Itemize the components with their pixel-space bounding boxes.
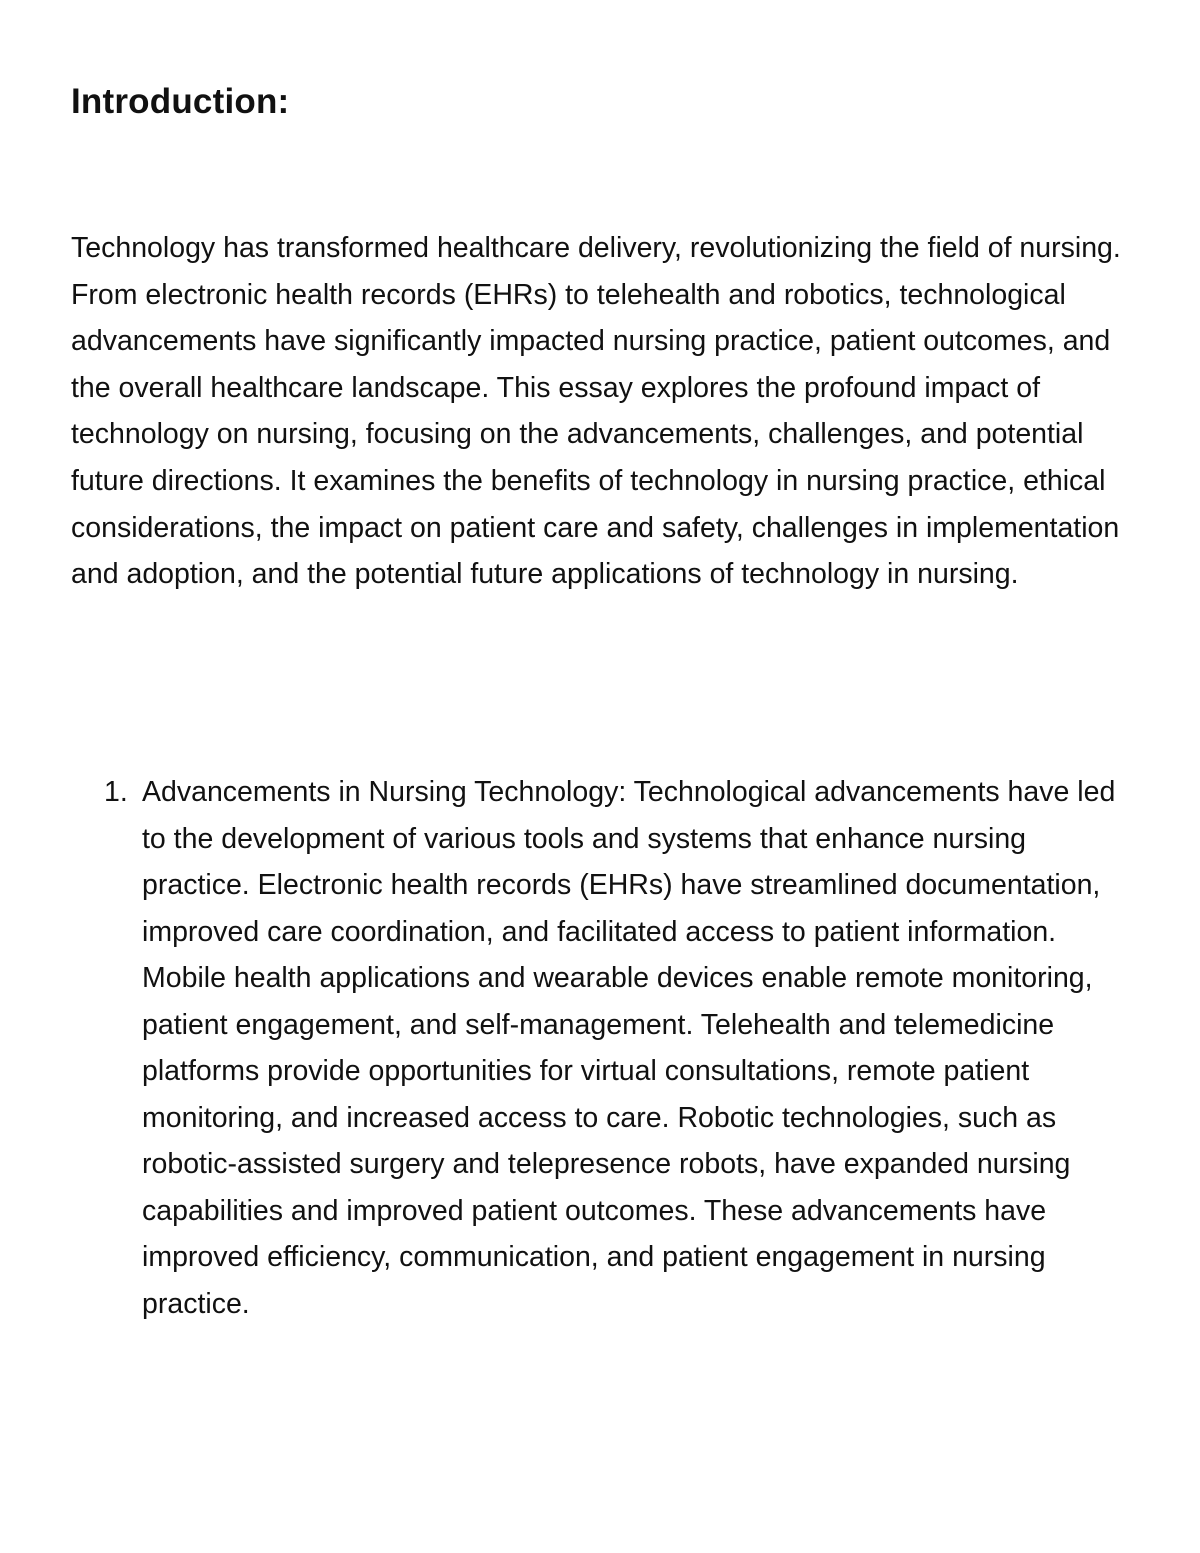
section-heading: Introduction:	[71, 82, 290, 121]
list-item-number: 1.	[104, 776, 128, 808]
list-item-text: Advancements in Nursing Technology: Technological advancements have led to the development of various tools and systems that enhance nursing practice. Electronic health records (EHRs) have streamlined documentation, improved care coordination, and facilitated access to patient information. Mobile health applications and wearable devices enable remote monitoring, patient engagement, and self-management. Telehealth and telemedicine platforms provide opportunities for virtual consultations, remote patient monitoring, and increased access to care. Robotic technologies, such as robotic-assisted surgery and telepresence robots, have expanded nursing capabilities and improved patient outcomes. These advancements have improved efficiency, communication, and patient engagement in nursing practice.	[142, 776, 1116, 1320]
intro-paragraph: Technology has transformed healthcare delivery, revolutionizing the field of nursing. From electronic health records (EHRs) to telehealth and robotics, technological advancements have significantly impacted nursing practice, patient outcomes, and the overall healthcare landscape. This essay explores the profound impact of technology on nursing, focusing on the advancements, challenges, and potential future directions. It examines the benefits of technology in nursing practice, ethical considerations, the impact on patient care and safety, challenges in implementation and adoption, and the potential future applications of technology in nursing.	[71, 232, 1121, 591]
list-item	[0, 769, 1132, 1327]
numbered-list	[0, 769, 1200, 1327]
